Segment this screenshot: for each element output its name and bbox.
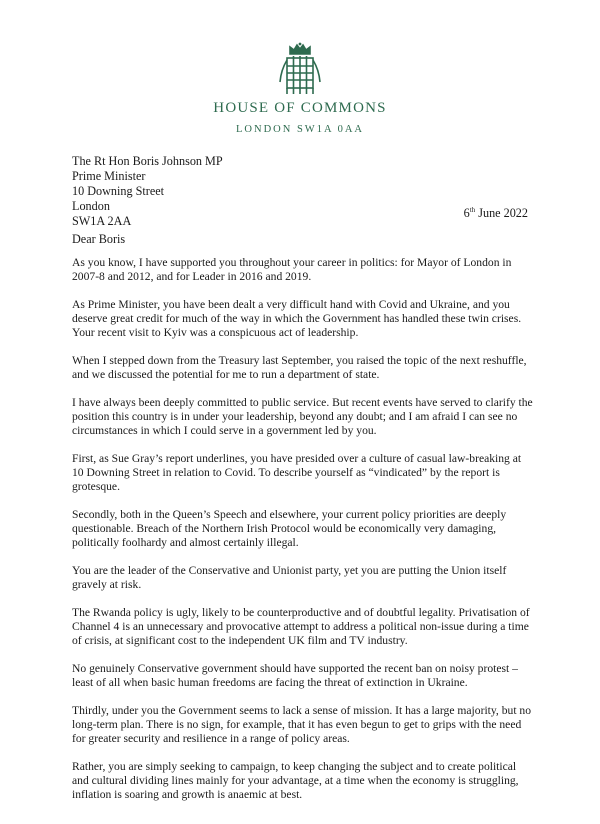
body-paragraph: Secondly, both in the Queen’s Speech and elsewhere, your current policy priorities are deeply questionable. Breach of the Northern Irish Protocol would be economically very damaging, politically foolhardy and almost certainly illegal.: [72, 508, 507, 549]
letterhead-address: LONDON SW1A 0AA: [236, 124, 364, 135]
recipient-line: 10 Downing Street: [72, 184, 165, 198]
recipient-line: SW1A 2AA: [72, 214, 132, 228]
date-suffix: th: [469, 206, 476, 214]
date-day: 6: [463, 206, 470, 221]
recipient-address: [72, 154, 223, 229]
body-paragraph: When I stepped down from the Treasury last September, you raised the topic of the next reshuffle, and we discussed the potential for me to run a department of state.: [72, 354, 527, 381]
body-paragraph: First, as Sue Gray’s report underlines, you have presided over a culture of casual law-breaking at 10 Downing Street in relation to Covid. To describe yourself as “vindicated” by the report is grotesque.: [72, 452, 522, 493]
body-paragraph: Rather, you are simply seeking to campaign, to keep changing the subject and to create political and cultural dividing lines mainly for your advantage, at a time when the economy is struggling, inflation is soaring and growth is anaemic at best.: [72, 760, 519, 801]
portcullis-icon: [276, 42, 324, 98]
letter-date: [464, 206, 528, 221]
recipient-line: The Rt Hon Boris Johnson MP: [72, 154, 223, 168]
body-paragraph: No genuinely Conservative government should have supported the recent ban on noisy protest – least of all when basic human freedoms are facing the threat of extinction in Ukraine.: [72, 662, 518, 689]
body-paragraph: As Prime Minister, you have been dealt a very difficult hand with Covid and Ukraine, and you deserve great credit for much of the way in which the Government has handled these twin crises. Your recent visit to Kyiv was a conspicuous act of leadership.: [72, 298, 522, 339]
body-paragraph: I have always been deeply committed to public service. But recent events have served to clarify the position this country is in under your leadership, beyond any doubt; and I am afraid I can see no circumstances in which I could serve in a government led by you.: [72, 396, 533, 437]
body-paragraph: You are the leader of the Conservative and Unionist party, yet you are putting the Union itself gravely at risk.: [72, 564, 507, 591]
letter-body: [72, 256, 534, 816]
body-paragraph: Thirdly, under you the Government seems to lack a sense of mission. It has a large majority, but no long-term plan. There is no sign, for example, that it has even begun to get to grips with the need for greater security and resilience in a range of policy areas.: [72, 704, 532, 745]
body-paragraph: As you know, I have supported you throughout your career in politics: for Mayor of London in 2007-8 and 2012, and for Leader in 2016 and 2019.: [72, 256, 512, 283]
date-rest: June 2022: [475, 206, 528, 221]
letterhead-title: HOUSE OF COMMONS: [213, 100, 387, 116]
recipient-line: Prime Minister: [72, 169, 146, 183]
salutation: Dear Boris: [72, 232, 126, 246]
body-paragraph: The Rwanda policy is ugly, likely to be counterproductive and of doubtful legality. Privatisation of Channel 4 is an unnecessary and provocative attempt to address a political non-issue during a time of crisis, at significant cost to the independent UK film and TV industry.: [72, 606, 530, 647]
recipient-line: London: [72, 199, 110, 213]
